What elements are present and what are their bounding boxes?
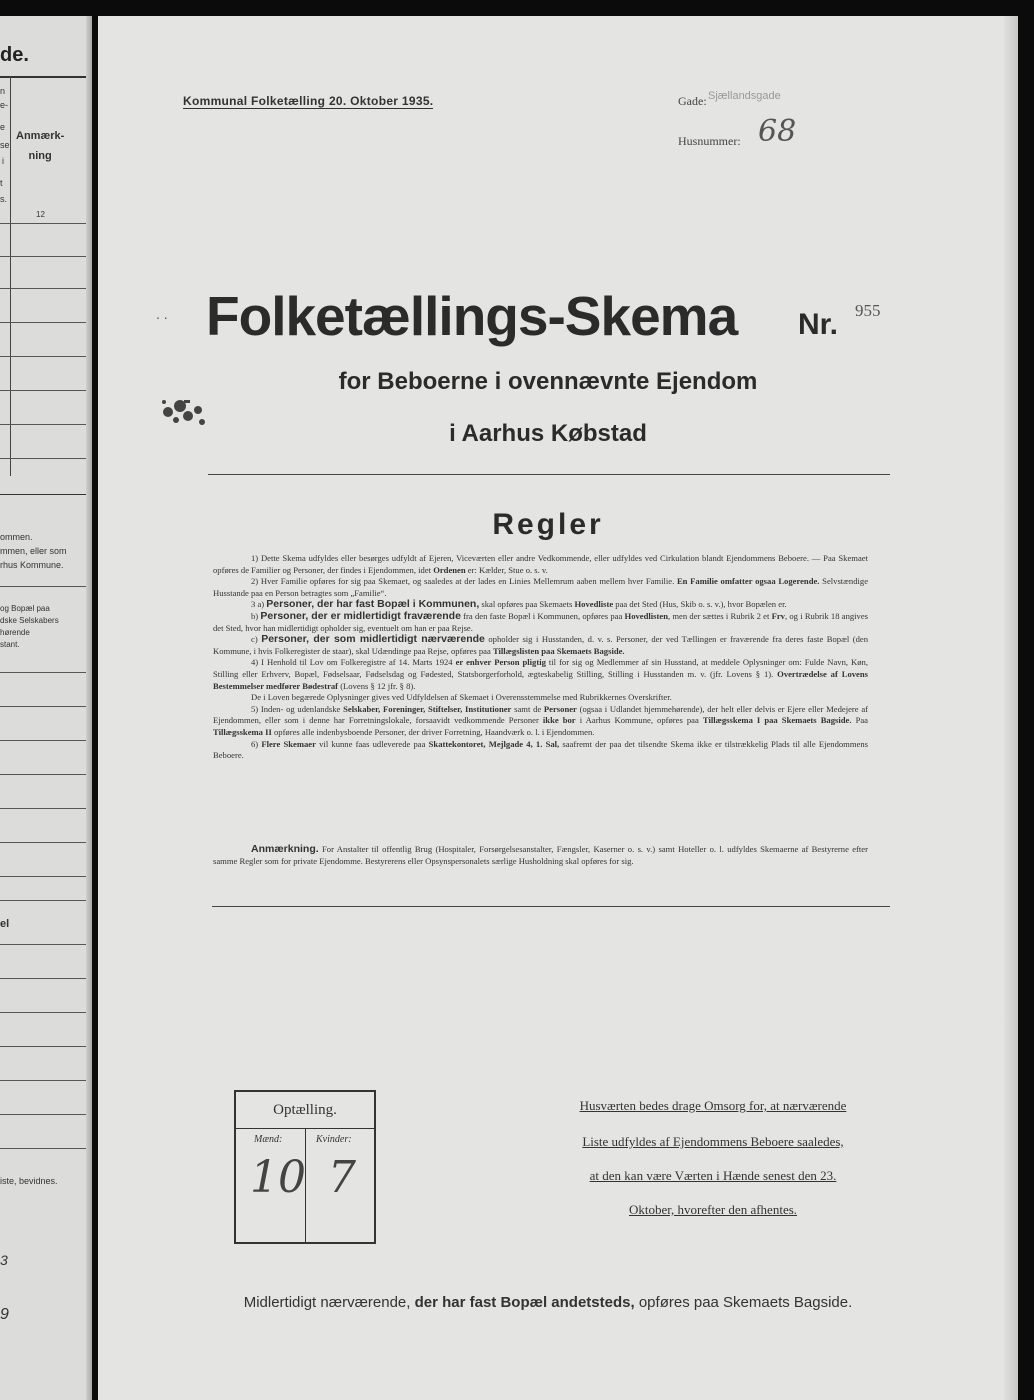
rule xyxy=(0,1148,86,1149)
rule xyxy=(0,740,86,741)
rule xyxy=(0,390,86,391)
handwritten-mark: 3 xyxy=(0,1252,8,1268)
rule xyxy=(0,1080,86,1081)
notice-line: Oktober, hvorefter den afhentes. xyxy=(628,1202,798,1217)
footer-note: Midlertidigt nærværende, der har fast Bopæl andetsteds, opføres paa Skemaets Bagside. xyxy=(243,1294,853,1311)
note-line: rhus Kommune. xyxy=(0,560,64,570)
rule-4-note: De i Loven begærede Oplysninger gives ved Udfyldelsen af Skemaet i Overensstemmelse med Rubrikkernes Overskrifter. xyxy=(251,692,672,703)
rules-heading: Regler xyxy=(492,508,604,541)
col-fragment: e xyxy=(0,122,6,132)
form-location: i Aarhus Købstad xyxy=(449,420,647,447)
form-number-value: 955 xyxy=(855,301,881,320)
count-box xyxy=(234,1090,376,1244)
bevidnes-text: iste, bevidnes. xyxy=(0,1176,58,1186)
form-title: Folketællings-Skema xyxy=(206,285,738,347)
note-line: dske Selskabers xyxy=(0,616,59,625)
col-fragment: n xyxy=(0,86,6,96)
men-count: 10 xyxy=(250,1152,306,1203)
rule xyxy=(0,876,86,877)
women-count: 7 xyxy=(328,1152,356,1203)
label-el: el xyxy=(0,918,10,930)
rule xyxy=(0,706,86,707)
rule xyxy=(0,944,86,945)
rule xyxy=(0,1114,86,1115)
rule-4: 4) I Henhold til Lov om Folkeregistre af 14. Marts 1924 er enhver Person pligtig til for sig og Medlemmer af sin Husstand, at meddele Oplysninger om: Fulde Navn, Køn, Stilling eller Erhverv, Bopæl, Fødselsaar, Fødselsdag og Fødested, Statsborgerforhold, ægteskabelig Stilling, Stilling i Husstanden m. v. (jfr. Lovens § 1). Overtrædelse af Lovens Bestemmelser medfører Bødestraf (Lovens § 12 jfr. § 8). xyxy=(213,657,868,691)
rules-text xyxy=(213,553,868,762)
rule xyxy=(0,223,86,224)
rule xyxy=(0,458,86,459)
divider xyxy=(208,474,890,475)
census-header: Kommunal Folketælling 20. Oktober 1935. xyxy=(183,94,434,108)
rule xyxy=(0,288,86,289)
rule xyxy=(0,808,86,809)
census-form-page xyxy=(98,16,1018,1400)
rule xyxy=(0,424,86,425)
form-number-label: Nr. xyxy=(798,308,839,341)
column-number: 12 xyxy=(36,210,45,219)
ink-smudge: . . xyxy=(156,306,168,322)
women-label: Kvinder: xyxy=(316,1134,352,1145)
col-fragment: e- xyxy=(0,100,9,110)
husnummer-value: 68 xyxy=(758,114,797,149)
gade-label: Gade: xyxy=(678,94,707,108)
note-line: mmen, eller som xyxy=(0,546,67,556)
rule-3c: c) Personer, der som midlertidigt nærværende opholder sig i Husstanden, d. v. s. Personer, der ved Tællingen er fraværende fra deres faste Bopæl (den Kommune, i hvis Folkeregister de staar), skal Udændinge paa Rejse, opføres paa Tillægslisten paa Skemaets Bagside. xyxy=(213,633,868,656)
note-line: stant. xyxy=(0,640,20,649)
rule-3a: 3 a) Personer, der har fast Bopæl i Kommunen, skal opføres paa Skemaets Hovedliste paa det Sted (Hus, Skib o. s. v.), hvor Bopælen er. xyxy=(251,598,787,611)
notice-line: at den kan være Værten i Hænde senest den 23. xyxy=(589,1168,837,1183)
column-rule xyxy=(10,76,11,476)
note-line: ommen. xyxy=(0,532,33,542)
column-header: Anmærk- ning xyxy=(16,130,65,162)
rule xyxy=(0,1012,86,1013)
note-line: hørende xyxy=(0,628,30,637)
rule xyxy=(0,672,86,673)
rule xyxy=(0,842,86,843)
handwritten-mark: 9 xyxy=(0,1306,9,1323)
left-page-header: de. xyxy=(0,44,29,66)
rule xyxy=(0,978,86,979)
annotation-paragraph xyxy=(213,844,868,867)
annotation-label: Anmærkning. xyxy=(251,843,319,855)
rule-2: 2) Hver Familie opføres for sig paa Skemaet, og saaledes at der lades en Linies Mellemrum aaben mellem hver Familie. En Familie omfatter ogsaa Logerende. Selvstændige Husstande paa en Person betragtes som „Familie“. xyxy=(213,576,869,598)
rule-3b: b) Personer, der er midlertidigt fraværende fra den faste Bopæl i Kommunen, opføres paa Hovedlisten, men der sættes i Rubrik 2 et Frv, og i Rubrik 18 angives det Sted, hvor han midlertidigt opholder sig, eventuelt om han er paa Rejse. xyxy=(213,609,869,633)
rule xyxy=(0,586,86,587)
col-fragment: se xyxy=(0,140,10,150)
rule-6: 6) Flere Skemaer vil kunne faas udleverede paa Skattekontoret, Mejlgade 4, 1. Sal, saafremt der paa det tilsendte Skema ikke er tilstrækkelig Plads til alle Ejendommens Beboere. xyxy=(213,738,869,761)
col-fragment: s. xyxy=(0,194,8,204)
rule xyxy=(0,494,86,495)
page-edge xyxy=(1004,16,1018,1400)
divider xyxy=(0,76,86,78)
rule xyxy=(0,322,86,323)
form-subtitle: for Beboerne i ovennævnte Ejendom xyxy=(338,368,758,395)
rule xyxy=(0,256,86,257)
col-fragment: i xyxy=(2,156,4,166)
gade-value: Sjællandsgade xyxy=(708,90,781,102)
col-fragment: t xyxy=(0,178,3,188)
rule xyxy=(0,356,86,357)
notice-line: Liste udfyldes af Ejendommens Beboere saaledes, xyxy=(582,1134,844,1149)
rule xyxy=(0,774,86,775)
page-edge xyxy=(86,16,92,1400)
husnummer-label: Husnummer: xyxy=(678,134,741,148)
annotation-text: For Anstalter til offentlig Brug (Hospitaler, Forsørgelsesanstalter, Fængsler, Kaserner o. s. v.) samt Hoteller o. l. udfyldes Skemaerne af Bestyrerne efter samme Regler som for private Ejendomme. Bestyrerens eller Opsynspersonalets særlige Husholdning skal opføres for sig. xyxy=(213,844,868,866)
left-page xyxy=(0,16,92,1400)
note-line: og Bopæl paa xyxy=(0,604,50,613)
rule-5: 5) Inden- og udenlandske Selskaber, Foreninger, Stiftelser, Institutioner samt de Personer (ogsaa i Udlandet hjemmehørende), der helt eller delvis er Ejere eller Medejere af Ejendommen, eller som i denne har Forretningslokale, forsaavidt vedkommende Personer ikke bor i Aarhus Kommune, opføres paa Tillægsskema I paa Skemaets Bagside. Paa Tillægsskema II opføres alle indenbysboende Personer, der driver Forretning, Haandværk o. l. i Ejendommen. xyxy=(213,703,869,737)
count-box-title: Optælling. xyxy=(273,1102,337,1118)
notice-line: Husværten bedes drage Omsorg for, at nærværende xyxy=(579,1098,847,1113)
rule xyxy=(0,1046,86,1047)
rule xyxy=(0,900,86,901)
divider xyxy=(212,906,890,907)
men-label: Mænd: xyxy=(254,1134,283,1145)
rule-1: 1) Dette Skema udfyldes eller besørges udfyldt af Ejeren, Viceværten eller andre Vedkommende, eller udfyldes ved Cirkulation blandt Ejendommens Beboere. — Paa Skemaet opføres de Familier og Personer, der findes i Ejendommen, idet Ordenen er: Kælder, Stue o. s. v. xyxy=(213,553,868,575)
